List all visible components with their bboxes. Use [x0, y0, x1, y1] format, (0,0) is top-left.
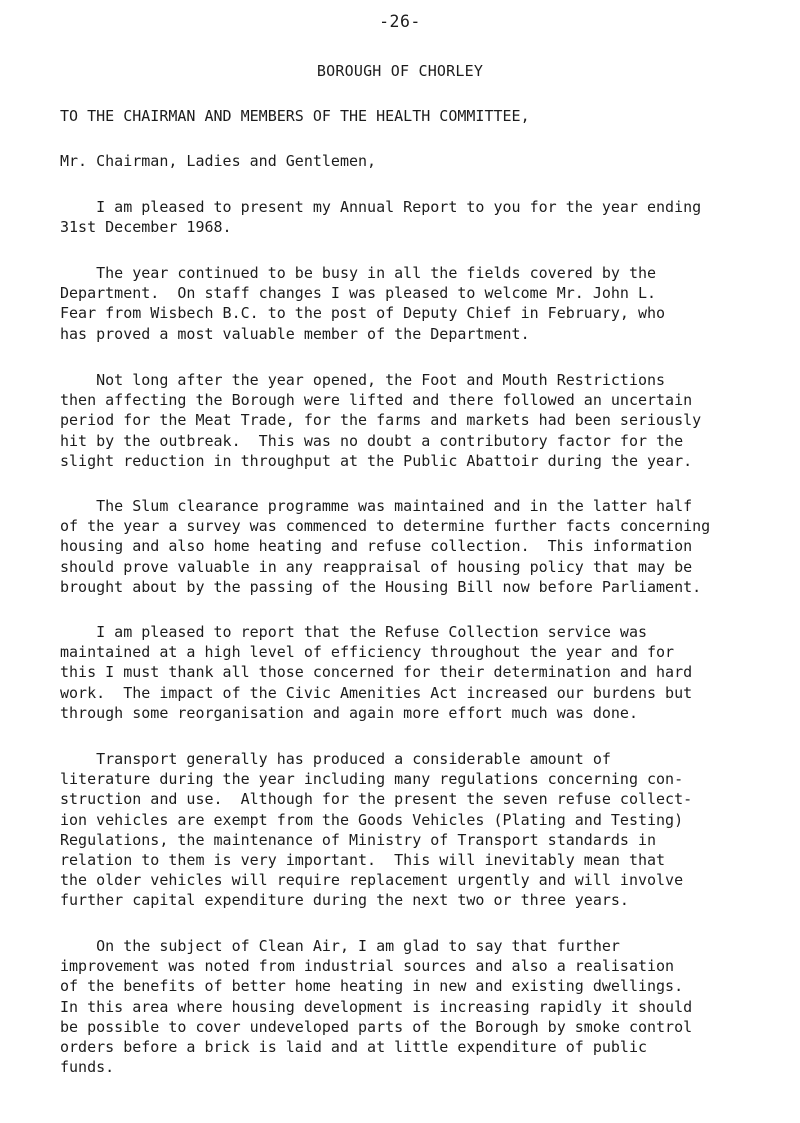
addressee-line: TO THE CHAIRMAN AND MEMBERS OF THE HEALTH COMMITTEE, [60, 107, 530, 125]
paragraph-line: hit by the outbreak. This was no doubt a contributory factor for the [60, 431, 684, 450]
paragraph-line: period for the Meat Trade, for the farms and markets had been seriously [60, 411, 702, 430]
paragraph-line: Regulations, the maintenance of Ministry of Transport standards in [60, 830, 657, 849]
paragraph-line: improvement was noted from industrial sources and also a realisation [60, 957, 675, 976]
paragraph-line: housing and also home heating and refuse collection. This information [60, 537, 693, 556]
paragraph-line: then affecting the Borough were lifted and there followed an uncertain [60, 391, 693, 410]
paragraph-line: the older vehicles will require replacement urgently and will involve [60, 871, 684, 890]
paragraph-line: Department. On staff changes I was pleased to welcome Mr. John L. [60, 284, 657, 303]
paragraph-transport [60, 749, 790, 911]
paragraph-staff [60, 263, 790, 344]
paragraph-line: In this area where housing development is increasing rapidly it should [60, 997, 693, 1016]
paragraph-line: through some reorganisation and again more effort much was done. [60, 703, 638, 722]
paragraph-line: relation to them is very important. This will inevitably mean that [60, 851, 666, 870]
borough-heading: BOROUGH OF CHORLEY [316, 62, 484, 80]
paragraph-line: of the year a survey was commenced to determine further facts concerning [60, 517, 711, 536]
paragraph-line: should prove valuable in any reappraisal of housing policy that may be [60, 557, 693, 576]
paragraph-line: literature during the year including many regulations concerning con- [60, 770, 684, 789]
paragraph-line: I am pleased to present my Annual Report to you for the year ending [60, 198, 702, 216]
paragraph-line: On the subject of Clean Air, I am glad to say that further [60, 937, 620, 955]
paragraph-line: be possible to cover undeveloped parts of the Borough by smoke control [60, 1017, 693, 1036]
paragraph-line: I am pleased to report that the Refuse Collection service was [60, 623, 647, 641]
paragraph-line: slight reduction in throughput at the Public Abattoir during the year. [60, 451, 693, 470]
greeting-line: Mr. Chairman, Ladies and Gentlemen, [60, 152, 377, 170]
paragraph-housing [60, 496, 790, 597]
paragraph-meat-trade [60, 370, 790, 471]
paragraph-line: of the benefits of better home heating in new and existing dwellings. [60, 977, 684, 996]
paragraph-line: The year continued to be busy in all the fields covered by the [60, 264, 657, 282]
paragraph-line: maintained at a high level of efficiency throughout the year and for [60, 643, 675, 662]
paragraph-line: The Slum clearance programme was maintained and in the latter half [60, 497, 693, 515]
page-number: -26- [379, 12, 421, 31]
paragraph-line: struction and use. Although for the present the seven refuse collect- [60, 790, 693, 809]
paragraph-line: Transport generally has produced a considerable amount of [60, 750, 611, 768]
paragraph-line: further capital expenditure during the next two or three years. [60, 891, 629, 910]
paragraph-line: brought about by the passing of the Housing Bill now before Parliament. [60, 577, 702, 596]
paragraph-line: this I must thank all those concerned for their determination and hard [60, 663, 693, 682]
paragraph-refuse [60, 622, 790, 723]
paragraph-line: orders before a brick is laid and at little expenditure of public [60, 1038, 647, 1057]
paragraph-line: Fear from Wisbech B.C. to the post of Deputy Chief in February, who [60, 304, 666, 323]
paragraph-line: 31st December 1968. [60, 218, 232, 237]
paragraph-line: has proved a most valuable member of the Department. [60, 324, 530, 343]
paragraph-intro [60, 197, 790, 237]
paragraph-line: Not long after the year opened, the Foot and Mouth Restrictions [60, 371, 666, 389]
paragraph-clean-air [60, 936, 790, 1077]
paragraph-line: ion vehicles are exempt from the Goods Vehicles (Plating and Testing) [60, 810, 684, 829]
paragraph-line: work. The impact of the Civic Amenities Act increased our burdens but [60, 683, 693, 702]
paragraph-line: funds. [60, 1058, 115, 1077]
